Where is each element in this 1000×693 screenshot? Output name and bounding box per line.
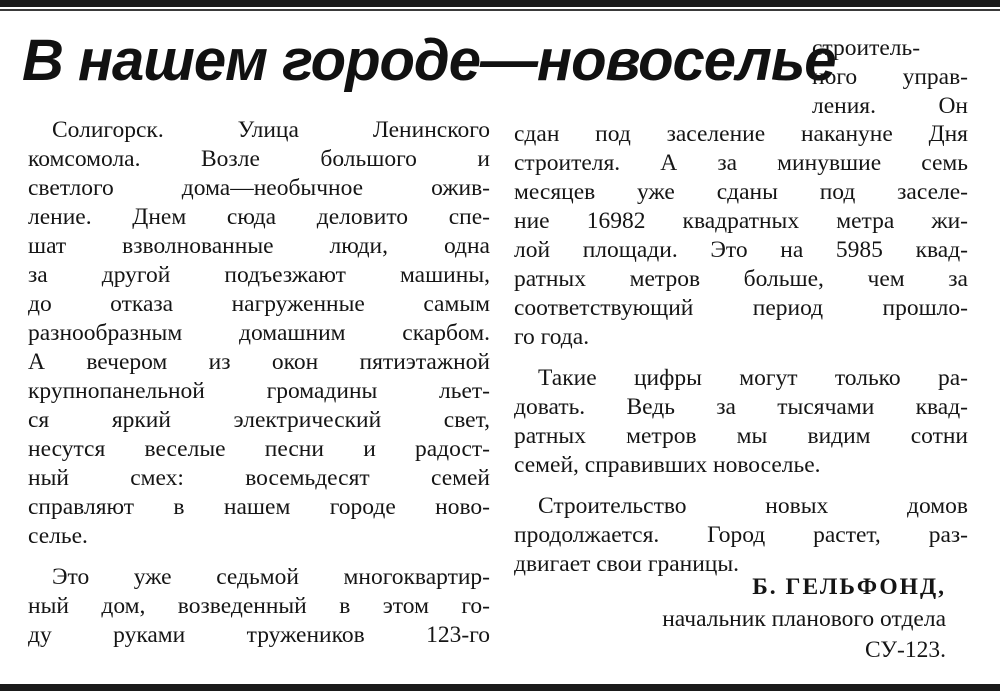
top-rule bbox=[0, 0, 1000, 7]
text-line: семей, справивших новоселье. bbox=[514, 452, 821, 478]
text-line: ного управ- bbox=[812, 64, 968, 90]
right-column bbox=[514, 120, 968, 579]
text-line: ление. Днем сюда деловито спе- bbox=[28, 204, 490, 230]
paragraph-4 bbox=[514, 492, 968, 579]
text-line: А вечером из окон пятиэтажной bbox=[28, 349, 490, 375]
text-line: до отказа нагруженные самым bbox=[28, 291, 490, 317]
text-line: несутся веселые песни и радост- bbox=[28, 436, 490, 462]
text-line: ный смех: восемьдесят семей bbox=[28, 465, 490, 491]
text-line: шат взволнованные люди, одна bbox=[28, 233, 490, 259]
text-line: Солигорск. Улица Ленинского bbox=[52, 117, 490, 143]
author-title: начальник планового отдела bbox=[662, 606, 946, 632]
text-line: светлого дома—необычное ожив- bbox=[28, 175, 490, 201]
text-line: ние 16982 квадратных метра жи- bbox=[514, 208, 968, 234]
paragraph-3 bbox=[514, 364, 968, 480]
text-line: месяцев уже сданы под заселе- bbox=[514, 179, 968, 205]
text-line: комсомола. Возле большого и bbox=[28, 146, 490, 172]
text-line: селье. bbox=[28, 523, 88, 549]
text-line: Строительство новых домов bbox=[538, 493, 968, 519]
text-line: довать. Ведь за тысячами квад- bbox=[514, 394, 968, 420]
author-org: СУ-123. bbox=[865, 637, 946, 663]
top-rule-thin bbox=[0, 9, 1000, 11]
text-line: строитель- bbox=[812, 35, 921, 61]
text-line: ления. Он bbox=[812, 93, 968, 119]
right-column-top bbox=[812, 34, 968, 121]
text-line: разнообразным домашним скарбом. bbox=[28, 320, 490, 346]
text-line: лой площади. Это на 5985 квад- bbox=[514, 237, 968, 263]
text-line: справляют в нашем городе ново- bbox=[28, 494, 490, 520]
text-line: продолжается. Город растет, раз- bbox=[514, 522, 968, 548]
paragraph-2 bbox=[28, 563, 490, 650]
bottom-rule bbox=[0, 684, 1000, 691]
paragraph-2-continued bbox=[514, 120, 968, 352]
text-line: соответствующий период прошло- bbox=[514, 295, 968, 321]
signature bbox=[566, 573, 946, 667]
text-line: го года. bbox=[514, 324, 590, 350]
text-line: ду руками тружеников 123-го bbox=[28, 622, 490, 648]
paragraph-1 bbox=[28, 116, 490, 551]
text-line: ный дом, возведенный в этом го- bbox=[28, 593, 490, 619]
text-line: за другой подъезжают машины, bbox=[28, 262, 490, 288]
text-line: ратных метров больше, чем за bbox=[514, 266, 968, 292]
text-line: ся яркий электрический свет, bbox=[28, 407, 490, 433]
text-line: двигает свои границы. bbox=[514, 551, 740, 577]
author-name: Б. ГЕЛЬФОНД, bbox=[752, 574, 946, 600]
text-line: сдан под заселение накануне Дня bbox=[514, 121, 968, 147]
text-line: строителя. А за минувшие семь bbox=[514, 150, 968, 176]
text-line: Это уже седьмой многоквартир- bbox=[52, 564, 490, 590]
text-line: ратных метров мы видим сотни bbox=[514, 423, 968, 449]
text-line: крупнопанельной громадины льет- bbox=[28, 378, 490, 404]
text-line: Такие цифры могут только ра- bbox=[538, 365, 968, 391]
headline: В нашем городе—новоселье bbox=[22, 28, 836, 93]
left-column bbox=[28, 116, 490, 650]
